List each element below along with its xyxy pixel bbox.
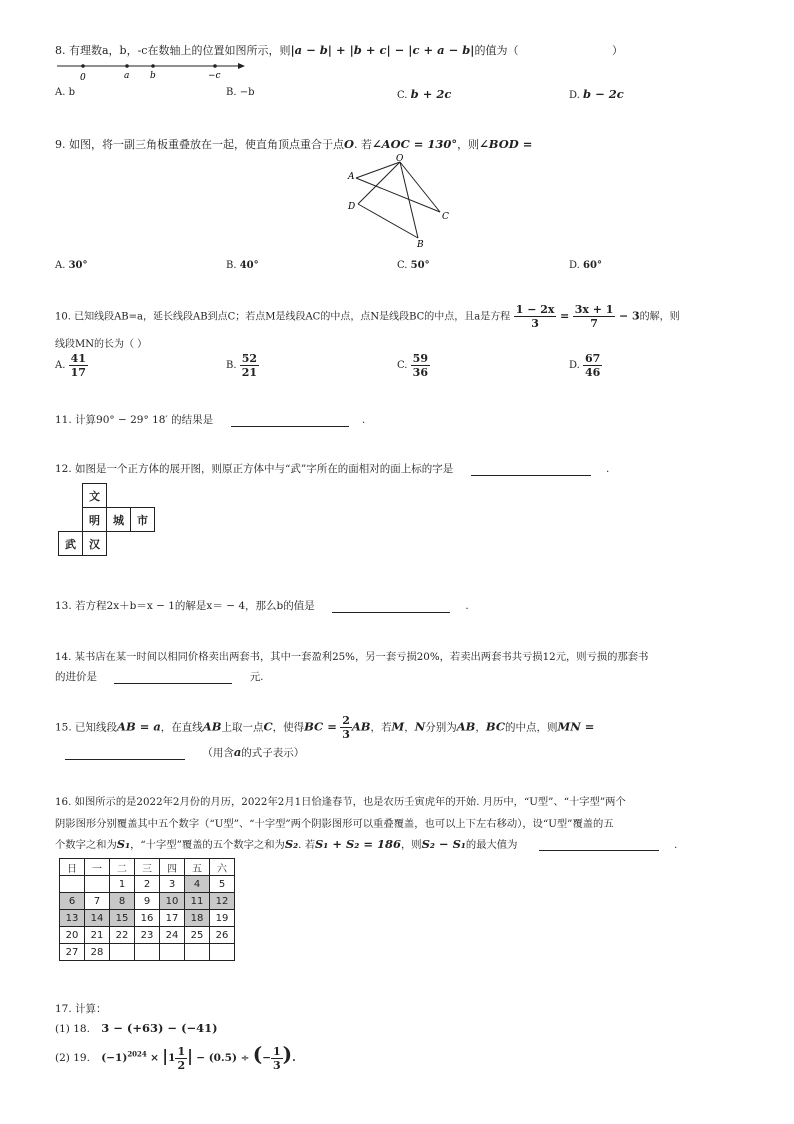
calendar-day-cell <box>110 944 135 961</box>
calendar-day-cell: 13 <box>60 910 85 927</box>
q10-line2: 线段MN的长为（ ） <box>55 339 148 350</box>
cube-cell-han: 汉 <box>83 532 107 556</box>
calendar-day-cell <box>160 944 185 961</box>
axis-label-a: a <box>124 71 130 81</box>
calendar-weekday-header: 二 <box>110 859 135 876</box>
calendar-day-cell: 17 <box>160 910 185 927</box>
q12-answer-blank[interactable] <box>471 465 591 476</box>
cube-net-figure <box>58 483 155 556</box>
calendar-feb-2022 <box>59 858 235 961</box>
q10-option-d[interactable]: D. $\frac{67}{46}$ <box>569 352 601 379</box>
q8-option-a[interactable]: A. b <box>55 87 75 98</box>
q11-stem: 11. 计算90° − 29° 18′ 的结果是 . <box>55 414 366 426</box>
cube-cell-cheng: 城 <box>107 508 131 532</box>
q8-stem: 8. 有理数a，b，-c在数轴上的位置如图所示，则|a − b| + |b + c| − |c + a − b|的值为（ ） <box>55 43 623 57</box>
calendar-day-cell: 7 <box>85 893 110 910</box>
calendar-day-cell: 25 <box>185 927 210 944</box>
point-d-label: D <box>348 202 356 212</box>
q10-option-b[interactable]: B. $\frac{52}{21}$ <box>226 352 258 379</box>
calendar-day-cell: 24 <box>160 927 185 944</box>
q10-option-a[interactable]: A. $\frac{41}{17}$ <box>55 352 86 379</box>
point-a-label: A <box>348 172 355 182</box>
calendar-row <box>60 910 235 927</box>
calendar-day-cell: 2 <box>135 876 160 893</box>
calendar-day-cell <box>185 944 210 961</box>
number-line-figure <box>55 58 255 84</box>
calendar-day-cell: 9 <box>135 893 160 910</box>
calendar-day-cell: 18 <box>185 910 210 927</box>
q16-line3: 个数字之和为S₁，“十字型”覆盖的五个数字之和为S₂. 若S₁ + S₂ = 186，则S₂ − S₁的最大值为 . <box>55 837 678 851</box>
calendar-day-cell: 12 <box>210 893 235 910</box>
calendar-day-cell: 11 <box>185 893 210 910</box>
q17-stem: 17. 计算： <box>55 1003 107 1015</box>
calendar-day-cell: 1 <box>110 876 135 893</box>
cube-cell-shi: 市 <box>131 508 155 532</box>
calendar-day-cell: 21 <box>85 927 110 944</box>
q15-stem: 15. 已知线段AB = a，在直线AB上取一点C，使得BC = $\frac{2}{3}$ AB，若M，N分别为AB，BC的中点，则MN = <box>55 714 595 741</box>
q10-stem: 10. 已知线段AB=a，延长线段AB到点C；若点M是线段AC的中点，点N是线段BC的中点，且a是方程 $\frac{1 - 2x}{3}$ = $\frac{3x + 1}{7}$ − 3的解，则 <box>55 303 680 330</box>
axis-label-b: b <box>150 71 156 81</box>
q12-stem: 12. 如图是一个正方体的展开图，则原正方体中与“武”字所在的面相对的面上标的字是 . <box>55 463 610 475</box>
point-b-label: B <box>417 240 424 250</box>
q8-option-b[interactable]: B. −b <box>226 87 255 98</box>
calendar-day-cell: 3 <box>160 876 185 893</box>
q8-option-c[interactable]: C. b + 2c <box>397 87 452 101</box>
calendar-row <box>60 876 235 893</box>
q8-option-d[interactable]: D. b − 2c <box>569 87 624 101</box>
calendar-weekday-header: 三 <box>135 859 160 876</box>
q14-line1: 14. 某书店在某一时间以相同价格卖出两套书，其中一套盈利25%，另一套亏损20%，若卖出两套书共亏损12元，则亏损的那套书 <box>55 651 649 663</box>
calendar-row <box>60 927 235 944</box>
calendar-day-cell <box>135 944 160 961</box>
calendar-day-cell: 16 <box>135 910 160 927</box>
q8-expression: |a − b| + |b + c| − |c + a − b| <box>290 43 475 57</box>
calendar-day-cell: 15 <box>110 910 135 927</box>
q13-answer-blank[interactable] <box>332 602 450 613</box>
calendar-day-cell: 14 <box>85 910 110 927</box>
point-o-label: O <box>396 154 404 164</box>
q16-line1: 16. 如图所示的是2022年2月份的月历，2022年2月1日恰逢春节，也是农历壬寅虎年的开始. 月历中，“U型”、“十字型”两个 <box>55 796 626 808</box>
calendar-weekday-header: 六 <box>210 859 235 876</box>
q13-stem: 13. 若方程2x＋b＝x − 1的解是x＝ − 4，那么b的值是 . <box>55 600 469 612</box>
calendar-day-cell: 4 <box>185 876 210 893</box>
q15-answer-blank[interactable] <box>65 749 185 760</box>
calendar-day-cell: 20 <box>60 927 85 944</box>
calendar-day-cell: 5 <box>210 876 235 893</box>
q9-stem: 9. 如图，将一副三角板重叠放在一起，使直角顶点重合于点O. 若∠AOC = 130°，则∠BOD = <box>55 137 533 151</box>
point-c-label: C <box>442 212 449 222</box>
q14-line2: 的进价是 元. <box>55 671 264 683</box>
calendar-day-cell: 10 <box>160 893 185 910</box>
calendar-weekday-header: 一 <box>85 859 110 876</box>
q11-answer-blank[interactable] <box>231 416 349 427</box>
calendar-day-cell: 26 <box>210 927 235 944</box>
calendar-day-cell: 28 <box>85 944 110 961</box>
cube-cell-wen: 文 <box>83 484 107 508</box>
q16-line2: 阴影图形分别覆盖其中五个数字（“U型”、“十字型”两个阴影图形可以重叠覆盖，也可以上下左右移动），设“U型”覆盖的五 <box>55 818 614 830</box>
calendar-row <box>60 893 235 910</box>
calendar-day-cell <box>85 876 110 893</box>
calendar-day-cell: 27 <box>60 944 85 961</box>
q16-answer-blank[interactable] <box>539 840 659 851</box>
q9-option-b[interactable]: B. 40° <box>226 260 259 271</box>
q9-option-d[interactable]: D. 60° <box>569 260 602 271</box>
q10-option-c[interactable]: C. $\frac{59}{36}$ <box>397 352 428 379</box>
axis-label-neg-c: −c <box>208 71 221 81</box>
axis-label-0: 0 <box>80 73 86 83</box>
calendar-weekday-header: 五 <box>185 859 210 876</box>
calendar-weekday-header: 日 <box>60 859 85 876</box>
calendar-day-cell: 22 <box>110 927 135 944</box>
cube-cell-wu: 武 <box>59 532 83 556</box>
calendar-day-cell: 23 <box>135 927 160 944</box>
calendar-day-cell <box>60 876 85 893</box>
calendar-weekday-header: 四 <box>160 859 185 876</box>
q14-answer-blank[interactable] <box>114 673 232 684</box>
calendar-day-cell: 8 <box>110 893 135 910</box>
cube-cell-ming: 明 <box>83 508 107 532</box>
calendar-day-cell <box>210 944 235 961</box>
calendar-day-cell: 19 <box>210 910 235 927</box>
q9-option-c[interactable]: C. 50° <box>397 260 430 271</box>
calendar-day-cell: 6 <box>60 893 85 910</box>
q17-part2: (2) 19. $(-1)^{2024} \times |1$ $\frac{1}{2}$ | − (0.5) ÷ (− $\frac{1}{3}$ ). <box>55 1042 296 1072</box>
triangles-figure <box>340 150 460 250</box>
q17-part1: (1) 18. 3 − (+63) − (−41) <box>55 1021 218 1035</box>
calendar-row <box>60 944 235 961</box>
q9-option-a[interactable]: A. 30° <box>55 260 88 271</box>
q15-line2: （用含a的式子表示） <box>65 745 304 760</box>
